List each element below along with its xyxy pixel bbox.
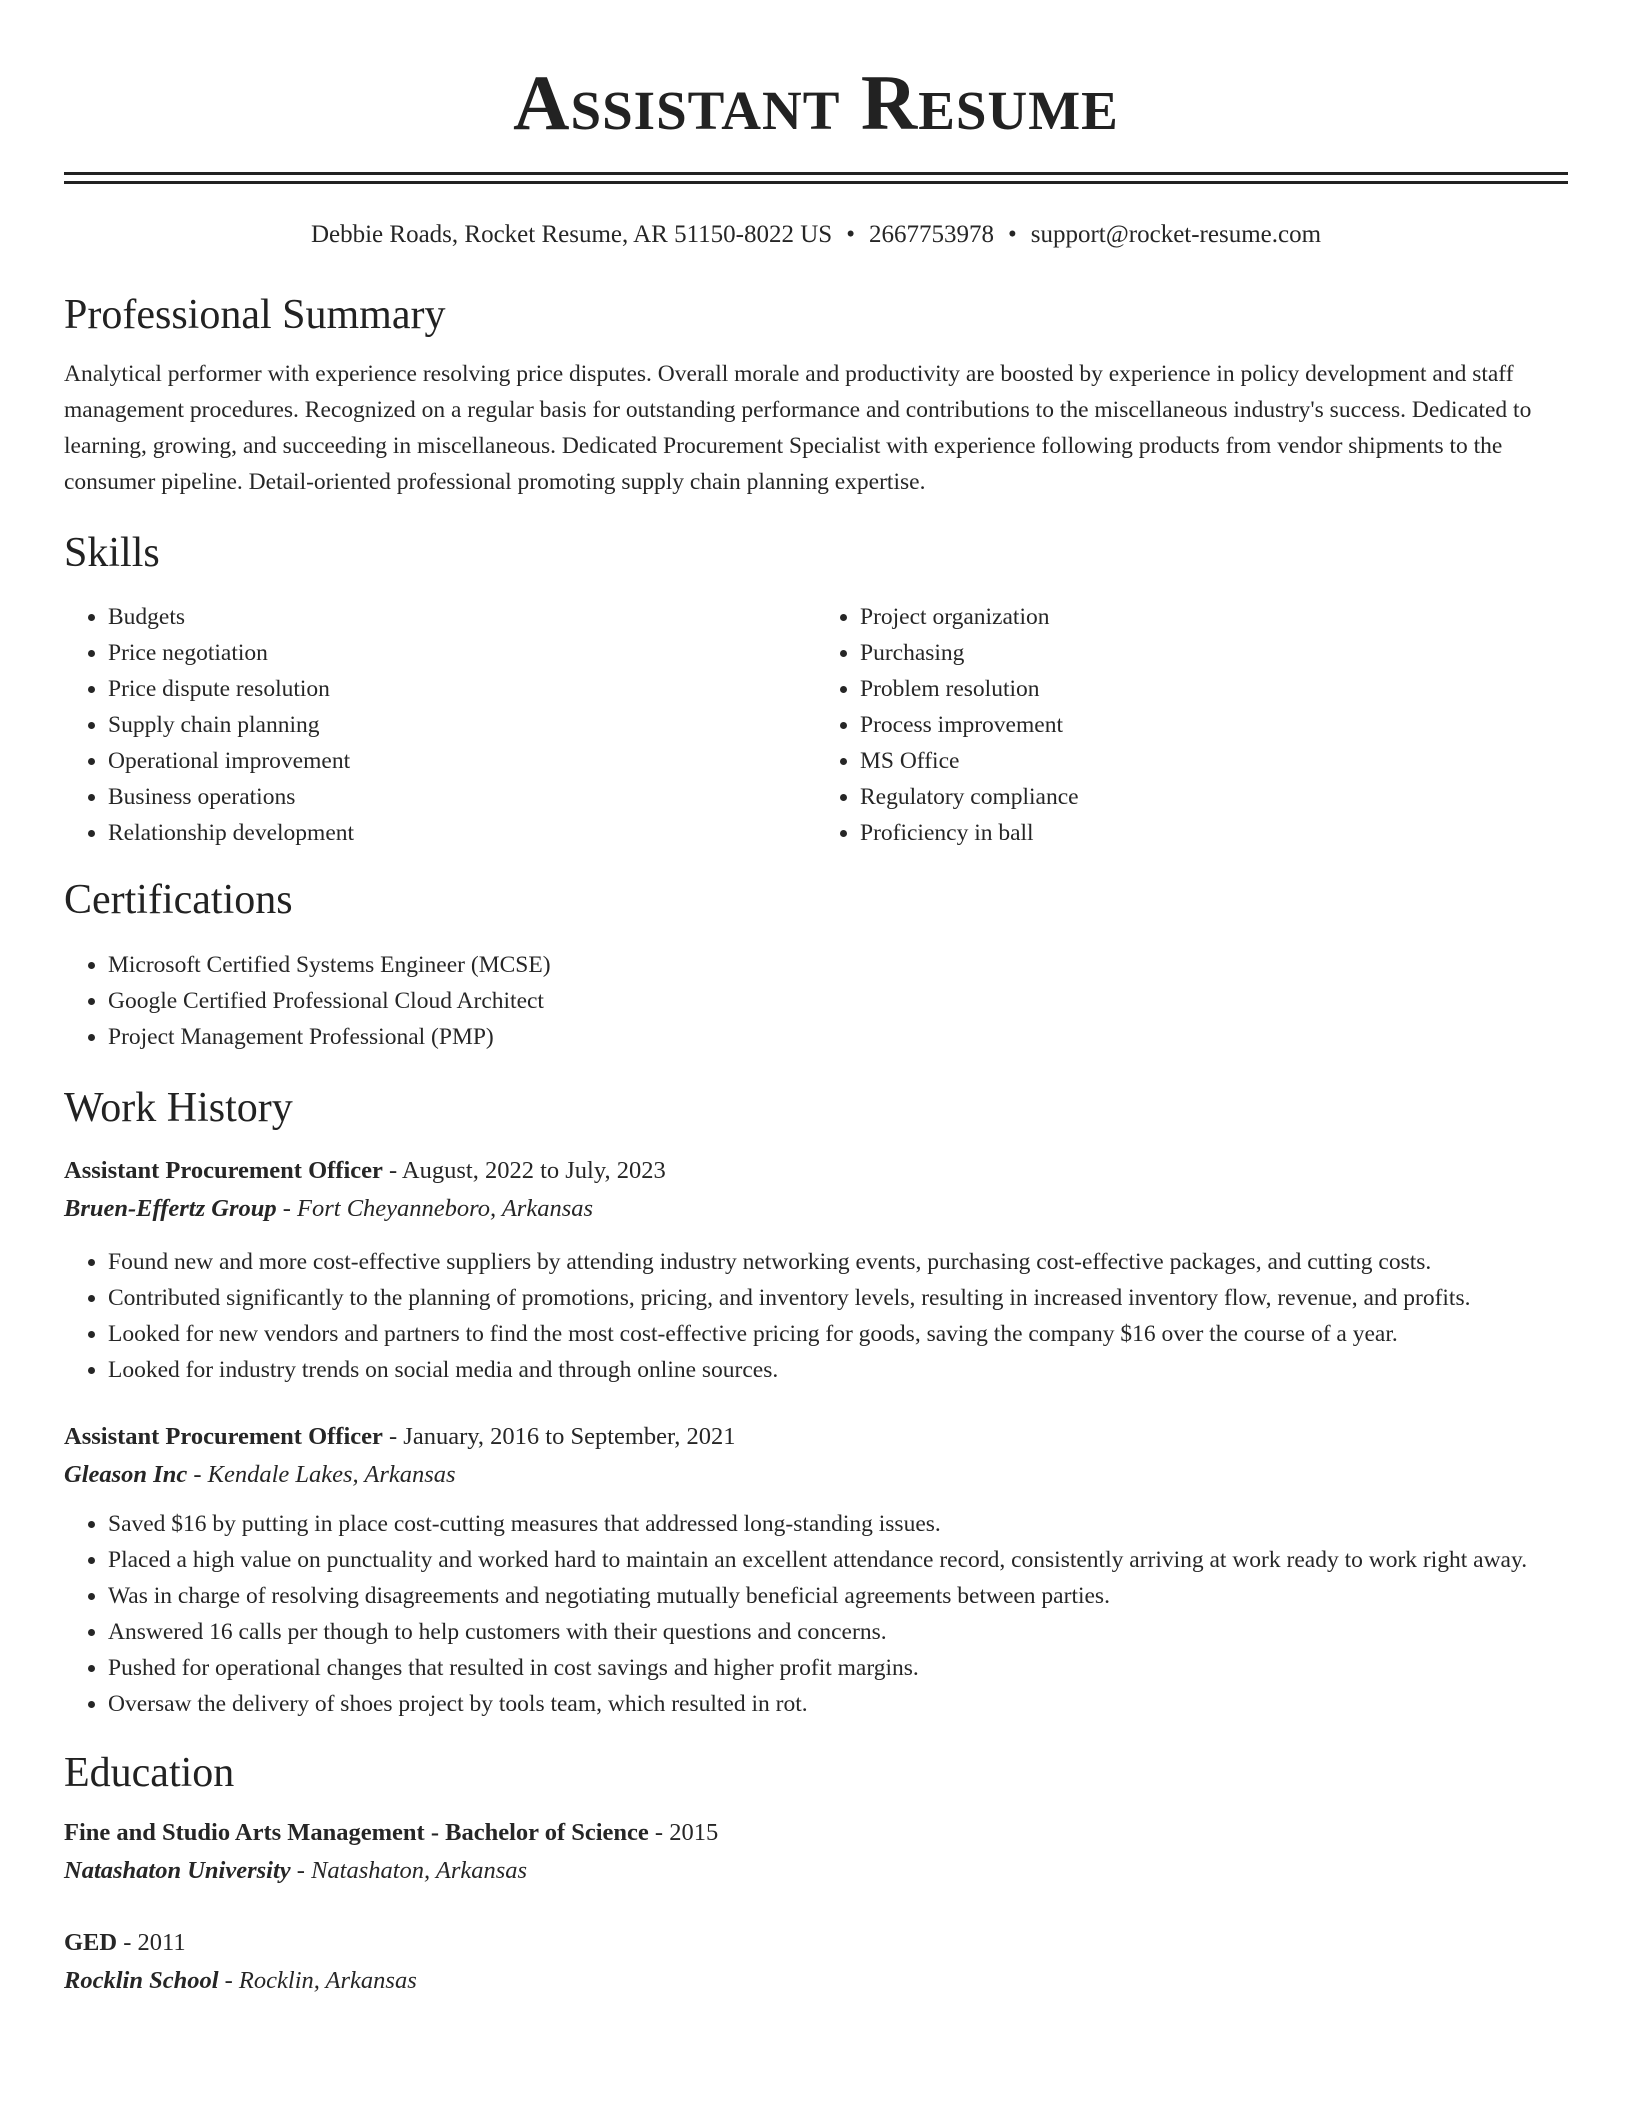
skill-item: • Supply chain planning	[108, 707, 816, 743]
skill-item: • Process improvement	[860, 707, 1568, 743]
job-bullet: • Placed a high value on punctuality and worked hard to maintain an excellent attendance record, consistently arriving at work ready to work right away.	[108, 1542, 1568, 1578]
job-header	[64, 1418, 1568, 1456]
education-degree: Fine and Studio Arts Management - Bachelor of Science	[64, 1818, 649, 1846]
job-bullet: • Answered 16 calls per though to help customers with their questions and concerns.	[108, 1614, 1568, 1650]
education-degree: GED	[64, 1928, 118, 1956]
certification-item: • Microsoft Certified Systems Engineer (MCSE)	[108, 947, 1568, 983]
contact-phone: 2667753978	[868, 221, 994, 248]
job-bullet: • Saved $16 by putting in place cost-cutting measures that addressed long-standing issues.	[108, 1506, 1568, 1542]
education-header	[64, 1814, 1568, 1852]
education-entry	[64, 1924, 1568, 2000]
title-divider-top	[64, 172, 1568, 175]
job-dates: - August, 2022 to July, 2023	[382, 1156, 666, 1184]
job-employer	[64, 1456, 1568, 1494]
education-entry	[64, 1814, 1568, 1890]
skill-item: • Business operations	[108, 779, 816, 815]
job-dates: - January, 2016 to September, 2021	[382, 1422, 736, 1450]
contact-address: Debbie Roads, Rocket Resume, AR 51150-8022 US	[310, 221, 833, 248]
certification-item: • Google Certified Professional Cloud Architect	[108, 983, 1568, 1019]
job-bullet: • Oversaw the delivery of shoes project by tools team, which resulted in rot.	[108, 1686, 1568, 1722]
job-bullet: • Looked for industry trends on social media and through online sources.	[108, 1352, 1568, 1388]
job-header	[64, 1152, 1568, 1190]
job-bullet: • Contributed significantly to the planning of promotions, pricing, and inventory levels, resulting in increased inventory flow, revenue, and profits.	[108, 1280, 1568, 1316]
education-year: - 2011	[117, 1928, 186, 1956]
skills-heading: Skills	[64, 530, 160, 577]
job-employer	[64, 1190, 1568, 1228]
education-header	[64, 1924, 1568, 1962]
job-entry	[64, 1418, 1568, 1722]
title-divider-bottom	[64, 181, 1568, 184]
job-location: - Kendale Lakes, Arkansas	[187, 1460, 456, 1488]
education-location: - Natashaton, Arkansas	[290, 1856, 528, 1884]
resume-title: Assistant Resume	[513, 59, 1119, 146]
job-company: Bruen-Effertz Group	[64, 1194, 277, 1222]
education-school-line	[64, 1962, 1568, 2000]
skill-item: • Proficiency in ball	[860, 815, 1568, 851]
skill-item: • Relationship development	[108, 815, 816, 851]
skill-item: • Price negotiation	[108, 635, 816, 671]
skill-item: • Budgets	[108, 599, 816, 635]
job-location: - Fort Cheyanneboro, Arkansas	[276, 1194, 594, 1222]
certifications-heading: Certifications	[64, 876, 293, 923]
skills-column-left	[64, 599, 816, 851]
contact-separator: •	[846, 221, 855, 248]
job-bullets	[64, 1244, 1568, 1388]
job-bullet: • Pushed for operational changes that resulted in cost savings and higher profit margins.	[108, 1650, 1568, 1686]
skill-item: • Operational improvement	[108, 743, 816, 779]
education-heading: Education	[64, 1749, 235, 1796]
summary-heading: Professional Summary	[64, 292, 446, 338]
skill-item: • Project organization	[860, 599, 1568, 635]
contact-separator: •	[1007, 221, 1017, 248]
job-title: Assistant Procurement Officer	[64, 1422, 383, 1450]
education-year: - 2015	[648, 1818, 719, 1846]
work-history-heading: Work History	[64, 1085, 293, 1132]
job-entry	[64, 1152, 1568, 1388]
education-school: Natashaton University	[64, 1856, 291, 1884]
job-bullet: • Was in charge of resolving disagreements and negotiating mutually beneficial agreements between parties.	[108, 1578, 1568, 1614]
education-school: Rocklin School	[64, 1966, 219, 1994]
job-company: Gleason Inc	[64, 1460, 188, 1488]
skills-list	[64, 599, 1568, 851]
skill-item: • Regulatory compliance	[860, 779, 1568, 815]
summary-text: Analytical performer with experience resolving price disputes. Overall morale and productivity are boosted by experience in policy development and staff management procedures. Recognized on a regular basis for outstanding performance and contributions to the miscellaneous industry's success. Dedicated to learning, growing, and succeeding in miscellaneous. Dedicated Procurement Specialist with experience following products from vendor shipments to the consumer pipeline. Detail-oriented professional promoting supply chain planning expertise.	[64, 361, 1532, 496]
job-title: Assistant Procurement Officer	[64, 1156, 383, 1184]
job-bullet: • Found new and more cost-effective suppliers by attending industry networking events, purchasing cost-effective packages, and cutting costs.	[108, 1244, 1568, 1280]
skill-item: • Problem resolution	[860, 671, 1568, 707]
contact-line	[64, 220, 1568, 250]
skill-item: • Purchasing	[860, 635, 1568, 671]
skill-item: • MS Office	[860, 743, 1568, 779]
job-bullets	[64, 1506, 1568, 1722]
skills-column-right	[816, 599, 1568, 851]
education-school-line	[64, 1852, 1568, 1890]
certification-item: • Project Management Professional (PMP)	[108, 1019, 1568, 1055]
certifications-list	[64, 947, 1568, 1055]
skill-item: • Price dispute resolution	[108, 671, 816, 707]
contact-email: support@rocket-resume.com	[1030, 221, 1322, 248]
job-bullet: • Looked for new vendors and partners to find the most cost-effective pricing for goods, saving the company $16 over the course of a year.	[108, 1316, 1568, 1352]
education-location: - Rocklin, Arkansas	[218, 1966, 417, 1994]
